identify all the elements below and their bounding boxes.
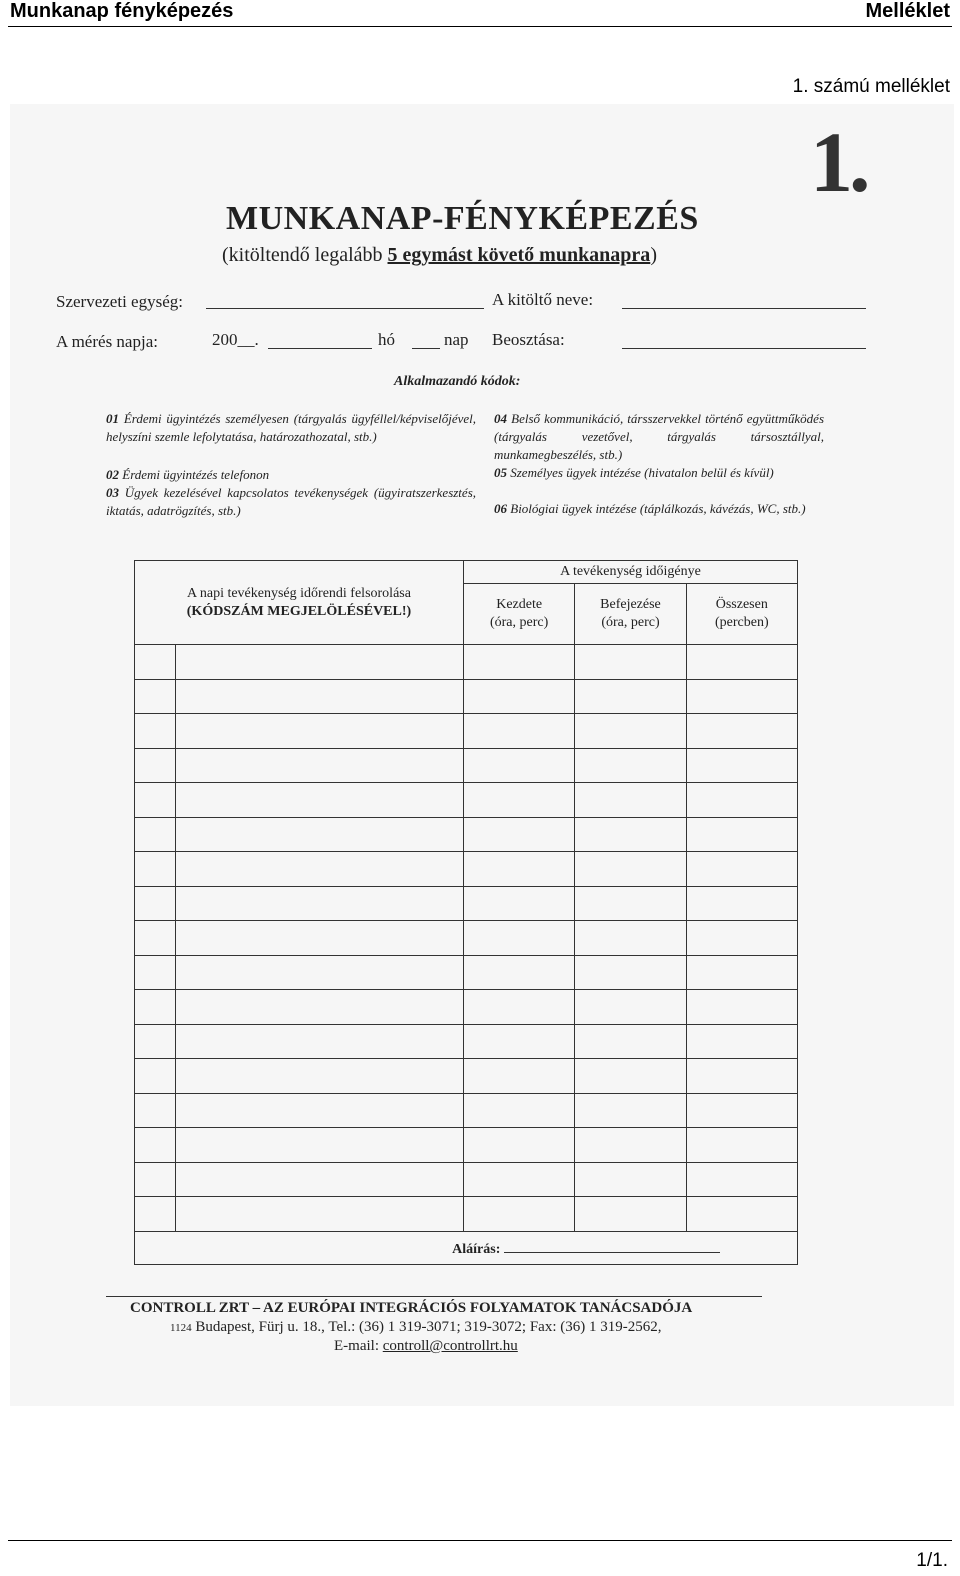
end-cell[interactable]	[575, 852, 686, 887]
code-item: 05 Személyes ügyek intézése (hivatalon belül és kívül)	[494, 465, 774, 480]
table-row	[135, 990, 798, 1025]
table-row	[135, 921, 798, 956]
position-field-line[interactable]	[622, 348, 866, 349]
signature-row	[135, 1231, 798, 1264]
code-cell[interactable]	[135, 817, 176, 852]
footer-rule	[106, 1296, 762, 1297]
activity-cell[interactable]	[176, 1197, 464, 1232]
activity-cell[interactable]	[176, 645, 464, 680]
activity-cell[interactable]	[176, 886, 464, 921]
end-cell[interactable]	[575, 679, 686, 714]
table-row	[135, 1197, 798, 1232]
start-cell[interactable]	[463, 852, 574, 887]
end-cell[interactable]	[575, 886, 686, 921]
total-cell[interactable]	[686, 886, 797, 921]
activity-cell[interactable]	[176, 748, 464, 783]
page-number: 1/1.	[916, 1550, 948, 1571]
start-cell[interactable]	[463, 990, 574, 1025]
activity-cell[interactable]	[176, 852, 464, 887]
date-day-field-line[interactable]	[412, 348, 440, 349]
form-subtitle: (kitöltendő legalább 5 egymást követő munkanapra)	[222, 244, 657, 266]
total-cell[interactable]	[686, 1162, 797, 1197]
start-column-header: Kezdete (óra, perc)	[463, 584, 574, 645]
total-cell[interactable]	[686, 783, 797, 818]
start-cell[interactable]	[463, 1162, 574, 1197]
code-cell[interactable]	[135, 852, 176, 887]
footer-address: 1124 Budapest, Fürj u. 18., Tel.: (36) 1 319-3071; 319-3072; Fax: (36) 1 319-2562,	[170, 1319, 662, 1335]
total-cell[interactable]	[686, 990, 797, 1025]
codes-title: Alkalmazandó kódok:	[394, 374, 521, 389]
start-cell[interactable]	[463, 921, 574, 956]
total-cell[interactable]	[686, 817, 797, 852]
filler-name-field-line[interactable]	[622, 308, 866, 309]
total-cell[interactable]	[686, 1024, 797, 1059]
activity-cell[interactable]	[176, 1059, 464, 1094]
annex-number-stamp: 1.	[810, 114, 867, 210]
total-cell[interactable]	[686, 921, 797, 956]
start-cell[interactable]	[463, 679, 574, 714]
activity-cell[interactable]	[176, 990, 464, 1025]
document-header-title: Munkanap fényképezés	[10, 0, 234, 22]
end-cell[interactable]	[575, 783, 686, 818]
end-cell[interactable]	[575, 921, 686, 956]
table-row	[135, 783, 798, 818]
end-column-header: Befejezése (óra, perc)	[575, 584, 686, 645]
code-item: 02 Érdemi ügyintézés telefonon	[106, 467, 270, 482]
table-row	[135, 852, 798, 887]
activity-cell[interactable]	[176, 783, 464, 818]
time-requirement-header: A tevékenység időigénye	[463, 561, 797, 584]
table-row	[135, 955, 798, 990]
total-cell[interactable]	[686, 714, 797, 749]
date-label: A mérés napja:	[56, 332, 158, 351]
code-cell[interactable]	[135, 990, 176, 1025]
table-row	[135, 714, 798, 749]
total-cell[interactable]	[686, 1128, 797, 1163]
table-row	[135, 1128, 798, 1163]
code-cell[interactable]	[135, 714, 176, 749]
total-cell[interactable]	[686, 852, 797, 887]
end-cell[interactable]	[575, 1024, 686, 1059]
filler-name-label: A kitöltő neve:	[492, 290, 594, 309]
scanned-form	[10, 104, 954, 1406]
table-row	[135, 1024, 798, 1059]
table-row	[135, 1162, 798, 1197]
table-row	[135, 679, 798, 714]
table-row	[135, 645, 798, 680]
code-cell[interactable]	[135, 748, 176, 783]
date-month-label: hó	[378, 330, 395, 349]
code-cell[interactable]	[135, 1059, 176, 1094]
activity-cell[interactable]	[176, 921, 464, 956]
start-cell[interactable]	[463, 714, 574, 749]
code-cell[interactable]	[135, 645, 176, 680]
table-row	[135, 1093, 798, 1128]
total-cell[interactable]	[686, 1197, 797, 1232]
activity-cell[interactable]	[176, 1093, 464, 1128]
total-cell[interactable]	[686, 1059, 797, 1094]
end-cell[interactable]	[575, 990, 686, 1025]
start-cell[interactable]	[463, 1024, 574, 1059]
total-cell[interactable]	[686, 748, 797, 783]
footer-company: CONTROLL ZRT – AZ EURÓPAI INTEGRÁCIÓS FOLYAMATOK TANÁCSADÓJA	[130, 1300, 693, 1316]
activity-table	[134, 560, 798, 1265]
activity-cell[interactable]	[176, 679, 464, 714]
code-cell[interactable]	[135, 921, 176, 956]
activity-cell[interactable]	[176, 817, 464, 852]
start-cell[interactable]	[463, 1197, 574, 1232]
document-header-section: Melléklet	[865, 0, 950, 22]
start-cell[interactable]	[463, 1059, 574, 1094]
code-cell[interactable]	[135, 886, 176, 921]
start-cell[interactable]	[463, 645, 574, 680]
start-cell[interactable]	[463, 817, 574, 852]
end-cell[interactable]	[575, 817, 686, 852]
unit-field-line[interactable]	[206, 308, 484, 309]
end-cell[interactable]	[575, 1059, 686, 1094]
start-cell[interactable]	[463, 1128, 574, 1163]
end-cell[interactable]	[575, 714, 686, 749]
table-row	[135, 1059, 798, 1094]
position-label: Beosztása:	[492, 330, 565, 349]
code-item: 06 Biológiai ügyek intézése (táplálkozás, kávézás, WC, stb.)	[494, 501, 806, 516]
footer-page-rule	[8, 1540, 952, 1541]
end-cell[interactable]	[575, 1162, 686, 1197]
activity-cell[interactable]	[176, 714, 464, 749]
signature-field-line[interactable]	[504, 1238, 720, 1253]
code-cell[interactable]	[135, 1197, 176, 1232]
code-item: 01 Érdemi ügyintézés személyesen (tárgyalás ügyféllel/képviselőjével, helyszíni szemle lefolytatása, határozathozatal, stb.)	[106, 411, 476, 444]
activity-cell[interactable]	[176, 1024, 464, 1059]
end-cell[interactable]	[575, 748, 686, 783]
end-cell[interactable]	[575, 1093, 686, 1128]
code-cell[interactable]	[135, 1162, 176, 1197]
end-cell[interactable]	[575, 955, 686, 990]
code-cell[interactable]	[135, 1024, 176, 1059]
activity-cell[interactable]	[176, 955, 464, 990]
start-cell[interactable]	[463, 886, 574, 921]
code-cell[interactable]	[135, 1093, 176, 1128]
date-year: 200__.	[212, 330, 259, 349]
code-cell[interactable]	[135, 679, 176, 714]
start-cell[interactable]	[463, 1093, 574, 1128]
total-cell[interactable]	[686, 955, 797, 990]
table-row	[135, 817, 798, 852]
date-day-label: nap	[444, 330, 469, 349]
footer-email: E-mail: controll@controllrt.hu	[334, 1338, 518, 1354]
table-row	[135, 748, 798, 783]
annex-label: 1. számú melléklet	[792, 76, 950, 97]
activity-cell[interactable]	[176, 1162, 464, 1197]
form-title: MUNKANAP-FÉNYKÉPEZÉS	[226, 200, 699, 237]
total-cell[interactable]	[686, 1093, 797, 1128]
total-cell[interactable]	[686, 679, 797, 714]
end-cell[interactable]	[575, 1128, 686, 1163]
unit-label: Szervezeti egység:	[56, 292, 183, 311]
end-cell[interactable]	[575, 645, 686, 680]
start-cell[interactable]	[463, 955, 574, 990]
activity-column-header: A napi tevékenység időrendi felsorolása (KÓDSZÁM MEGJELÖLÉSÉVEL!)	[135, 561, 464, 645]
code-cell[interactable]	[135, 783, 176, 818]
header-rule	[8, 26, 952, 27]
activity-cell[interactable]	[176, 1128, 464, 1163]
date-month-field-line[interactable]	[268, 348, 372, 349]
total-column-header: Összesen (percben)	[686, 584, 797, 645]
code-item: 03 Ügyek kezelésével kapcsolatos tevékenységek (ügyiratszerkesztés, iktatás, adatrögzítés, stb.)	[106, 485, 476, 518]
table-row	[135, 886, 798, 921]
signature-label: Aláírás:	[452, 1241, 501, 1257]
code-cell[interactable]	[135, 955, 176, 990]
total-cell[interactable]	[686, 645, 797, 680]
start-cell[interactable]	[463, 748, 574, 783]
start-cell[interactable]	[463, 783, 574, 818]
code-cell[interactable]	[135, 1128, 176, 1163]
code-item: 04 Belső kommunikáció, társszervekkel történő együttműködés (tárgyalás vezetővel, tárgyalás társosztállyal, munkamegbeszélés, stb.)	[494, 411, 824, 462]
end-cell[interactable]	[575, 1197, 686, 1232]
